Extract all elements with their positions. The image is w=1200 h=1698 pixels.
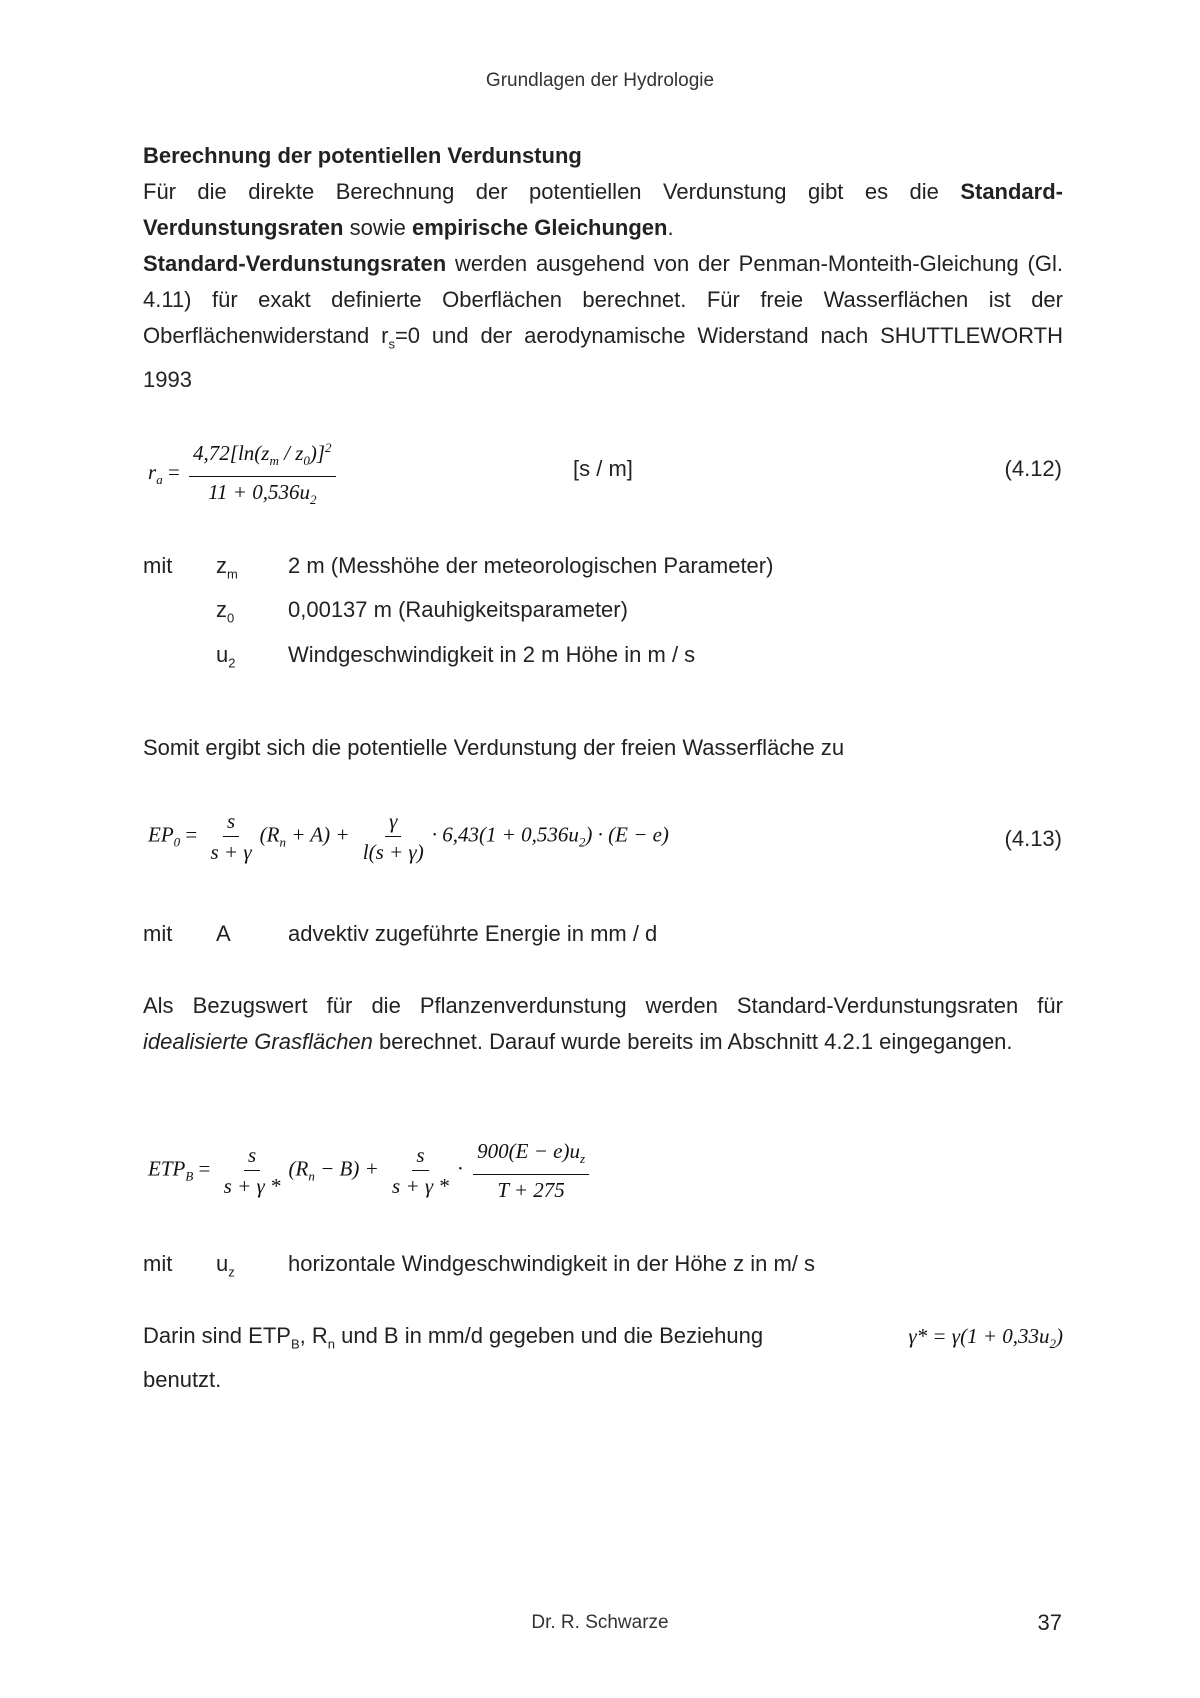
equation-number-4-13: (4.13) <box>1004 826 1062 851</box>
definition-row: mit $z_m$ 2 m (Messhöhe der meteorologischen Parameter) <box>143 553 774 582</box>
term-idealized-grass: idealisierte Grasflächen <box>143 1029 373 1054</box>
definition-row: $u_2$ Windgeschwindigkeit in 2 m Höhe in m / s <box>216 641 696 671</box>
paragraph-result: Somit ergibt sich die potentielle Verdunstung der freien Wasserfläche zu <box>143 735 845 760</box>
definitions-list-1 <box>143 548 773 681</box>
paragraph-relation: Darin sind $ETP_B$, $R_n$ und B in mm/d gegeben und die Beziehung $\gamma* = \gamma(1 + 0,33u_2)$ benutzt. <box>143 1318 1063 1398</box>
section-body <box>143 138 1063 398</box>
term-standard-rates: Standard-Verdunstungsraten <box>143 179 1063 240</box>
fraction: $\frac{s}{s + \gamma *}$ <box>223 1143 281 1199</box>
section-heading: Berechnung der potentiellen Verdunstung <box>143 143 582 168</box>
equation-4-13: $EP_0$ = $\frac{s}{s + \gamma}$ $(R_n + A)$ + $\frac{\gamma}{l(s + \gamma)}$ · $6,43(1 + 0,536u_2) \cdot (E - e)$ <box>148 809 669 864</box>
fraction: $\frac{s}{s + \gamma *}$ <box>392 1143 449 1199</box>
definitions-list-3 <box>143 1246 815 1290</box>
fraction: $\frac{4,72[\ln(z_m / z_0)]^2}{11 + 0,536u_2}$ <box>189 435 336 513</box>
equation-number-4-12: (4.12) <box>1004 456 1062 481</box>
paragraph-intro: Für die direkte Berechnung der potentiellen Verdunstung gibt es die Standard-Verdunstungsraten sowie empirische Gleichungen. <box>143 179 1063 240</box>
definitions-list-2 <box>143 916 657 952</box>
equation-4-12: $r_a$ = $\frac{4,72[\ln(z_m / z_0)]^2}{11 + 0,536u_2}$ <box>148 435 340 513</box>
equation-unit: [s / m] <box>573 456 633 481</box>
footer-author: Dr. R. Schwarze <box>531 1612 669 1633</box>
equation-etp-b: $ETP_B$ = $\frac{s}{s + \gamma *}$ $(R_n - B)$ + $\frac{s}{s + \gamma *}$ · $\frac{900(E - e)u_z}{T + 275}$ <box>148 1138 593 1203</box>
paragraph-reference: Als Bezugswert für die Pflanzenverdunstung werden Standard-Verdunstungsraten für idealisierte Grasflächen berechnet. Darauf wurde bereits im Abschnitt 4.2.1 eingegangen. <box>143 993 1063 1054</box>
definition-row: $z_0$ 0,00137 m (Rauhigkeitsparameter) <box>216 597 628 626</box>
definition-row: mit A advektiv zugeführte Energie in mm / d <box>143 921 658 946</box>
relation-gamma-star: $\gamma* = \gamma(1 + 0,33u_2)$ <box>908 1324 1063 1352</box>
term-empirical-equations: empirische Gleichungen <box>411 215 668 240</box>
paragraph-standard-rates: Standard-Verdunstungsraten werden ausgehend von der Penman-Monteith-Gleichung (Gl. 4.11) für exakt definierte Oberflächen berechnet. Für freie Wasserflächen ist der Oberflächenwiderstand $r_s=0$ und der aerodynamische Widerstand nach SHUTTLEWORTH 1993 <box>143 251 1063 393</box>
definition-row: mit $u_z$ horizontale Windgeschwindigkeit in der Höhe z in m/ s <box>143 1251 816 1280</box>
running-header: Grundlagen der Hydrologie <box>485 70 715 91</box>
fraction: $\frac{s}{s + \gamma}$ <box>210 809 252 864</box>
page-number: 37 <box>1037 1610 1062 1635</box>
fraction: $\frac{900(E - e)u_z}{T + 275}$ <box>473 1138 589 1203</box>
fraction: $\frac{\gamma}{l(s + \gamma)}$ <box>362 809 424 864</box>
